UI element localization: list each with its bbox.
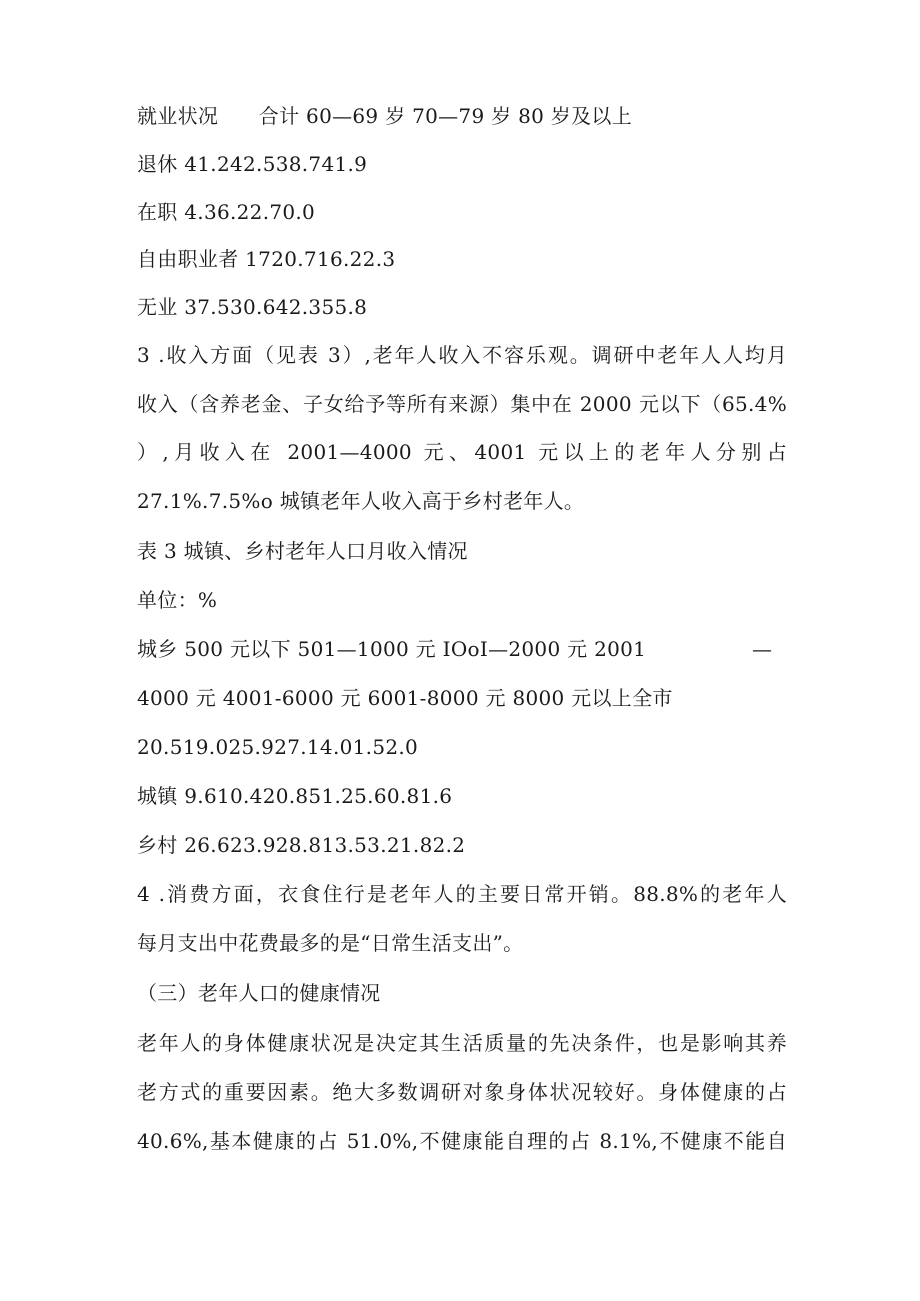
table2-header-row: 就业状况 合计 60—69 岁 70—79 岁 80 岁及以上 — [137, 104, 632, 128]
paragraph-health-line-3: 40.6%,基本健康的占 51.0%,不健康能自理的占 8.1%,不健康不能自 — [137, 1129, 787, 1153]
table2-row-freelancer: 自由职业者 1720.716.22.3 — [137, 247, 396, 271]
table3-header-line-2: 4000 元 4001-6000 元 6001-8000 元 8000 元以上全市 — [137, 686, 673, 710]
paragraph-income-line-2: 收入（含养老金、子女给予等所有来源）集中在 2000 元以下（65.4% — [137, 392, 787, 416]
paragraph-income-line-1: 3 .收入方面（见表 3）,老年人收入不容乐观。调研中老年人人均月 — [137, 343, 787, 367]
paragraph-consumption-line-1: 4 .消费方面，衣食住行是老年人的主要日常开销。88.8%的老年人 — [137, 882, 787, 906]
table3-unit: 单位：% — [137, 588, 218, 612]
paragraph-income-line-4: 27.1%.7.5%o 城镇老年人收入高于乡村老年人。 — [137, 489, 585, 513]
paragraph-income-line-3: ）,月收入在 2001—4000 元、4001 元以上的老年人分别占 — [137, 440, 787, 464]
paragraph-health-line-2: 老方式的重要因素。绝大多数调研对象身体状况较好。身体健康的占 — [137, 1080, 787, 1104]
table3-caption: 表 3 城镇、乡村老年人口月收入情况 — [137, 539, 468, 563]
table3-row-rural: 乡村 26.623.928.813.53.21.82.2 — [137, 833, 466, 857]
section-heading-health: （三）老年人口的健康情况 — [137, 981, 381, 1005]
table3-header-dash: — — [752, 637, 772, 661]
table2-row-employed: 在职 4.36.22.70.0 — [137, 200, 316, 224]
table3-header-line-1: 城乡 500 元以下 501—1000 元 IOoI—2000 元 2001 — [137, 637, 647, 661]
paragraph-consumption-line-2: 每月支出中花费最多的是“日常生活支出”。 — [137, 931, 524, 955]
table2-row-retired: 退休 41.242.538.741.9 — [137, 152, 368, 176]
table2-row-unemployed: 无业 37.530.642.355.8 — [137, 295, 368, 319]
table3-row-citywide: 20.519.025.927.14.01.52.0 — [137, 735, 419, 759]
table3-row-urban: 城镇 9.610.420.851.25.60.81.6 — [137, 784, 453, 808]
paragraph-health-line-1: 老年人的身体健康状况是决定其生活质量的先决条件，也是影响其养 — [137, 1031, 787, 1055]
